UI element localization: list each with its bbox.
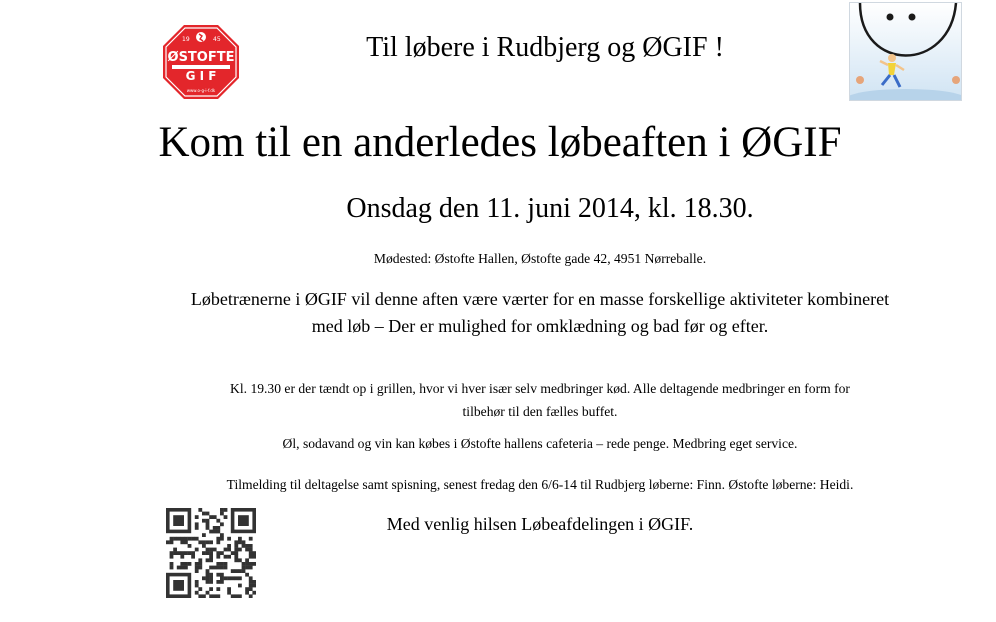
logo-abbr: G I F <box>185 69 217 83</box>
grill-line: tilbehør til den fælles buffet. <box>462 404 618 419</box>
smiley-runner-image <box>849 2 962 101</box>
event-date: Onsdag den 11. juni 2014, kl. 18.30. <box>346 193 754 224</box>
logo-name: ØSTOFTE <box>167 50 235 65</box>
description-line: med løb – Der er mulighed for omklædning og bad før og efter. <box>311 316 769 336</box>
logo-year-right: 45 <box>213 36 221 43</box>
logo-year-left: 19 <box>182 36 190 43</box>
grill-line: Kl. 19.30 er der tændt op i grillen, hvor vi hver især selv medbringer kød. Alle deltagende medbringer en form for <box>230 381 850 396</box>
greeting: Med venlig hilsen Løbeafdelingen i ØGIF. <box>386 514 694 534</box>
octagon-logo-icon <box>162 24 240 100</box>
signup-info: Tilmelding til deltagelse samt spisning, senest fredag den 6/6-14 til Rudbjerg løberne: Finn. Østofte løberne: Heidi. <box>226 477 854 492</box>
logo-url: www.o-g-i-f.dk <box>186 88 216 93</box>
page-title: Kom til en anderledes løbeaften i ØGIF <box>158 119 842 166</box>
qr-code <box>166 508 256 598</box>
event-description <box>120 286 960 340</box>
grill-info <box>120 377 960 423</box>
drinks-info: Øl, sodavand og vin kan købes i Østofte hallens cafeteria – rede penge. Medbring eget service. <box>282 436 798 451</box>
meeting-place: Mødested: Østofte Hallen, Østofte gade 42, 4951 Nørreballe. <box>373 251 707 266</box>
qr-code-icon <box>166 508 256 598</box>
smiley-runner-icon <box>850 3 962 101</box>
club-logo <box>162 24 240 100</box>
header-text: Til løbere i Rudbjerg og ØGIF ! <box>366 32 724 63</box>
description-line: Løbetrænerne i ØGIF vil denne aften være værter for en masse forskellige aktiviteter kombineret <box>190 289 890 309</box>
